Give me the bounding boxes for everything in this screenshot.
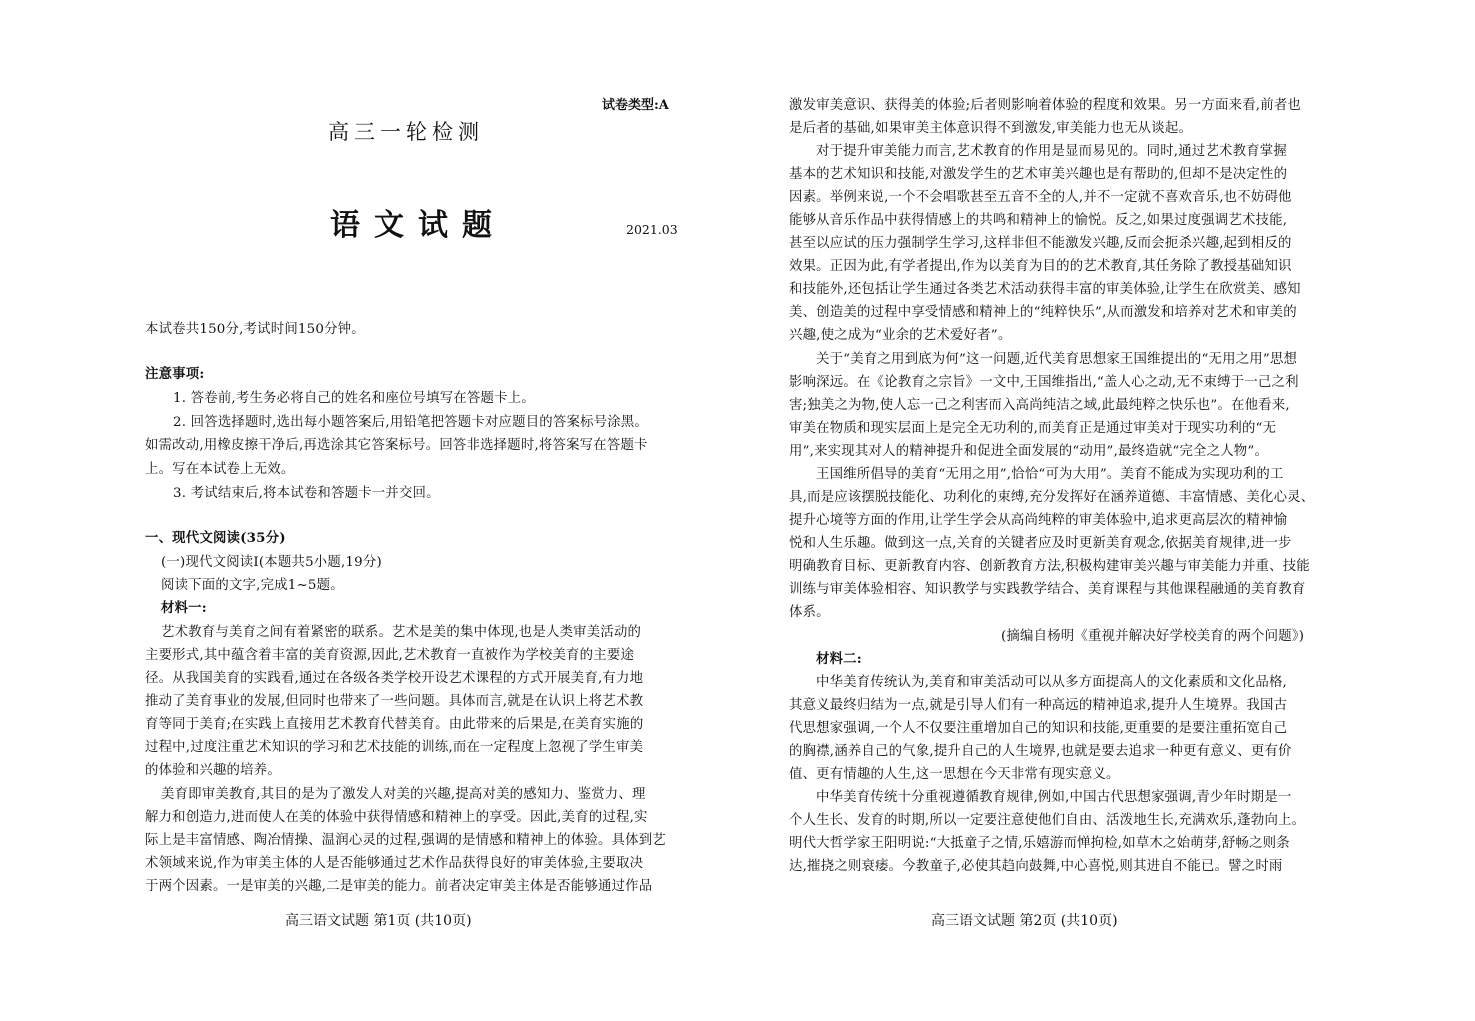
exam-date: 2021.03: [626, 222, 678, 237]
body-line: 提升心境等方面的作用,让学生学会从高尚纯粹的审美体验中,追求更高层次的精神愉: [789, 513, 1288, 528]
body-line: 和技能外,还包括让学生通过各类艺术活动获得丰富的审美体验,让学生在欣赏美、感知: [789, 282, 1301, 297]
body-line: 训练与审美体验相容、知识教学与实践教学结合、美育课程与其他课程融通的美育教育: [789, 582, 1306, 597]
citation: (摘编自杨明《重视并解决好学校美育的两个问题》): [1001, 629, 1305, 644]
body-line: 中华美育传统认为,美育和审美活动可以从多方面提高人的文化素质和文化品格,: [816, 675, 1287, 690]
body-line: 基本的艺术知识和技能,对激发学生的艺术审美兴趣也是有帮助的,但却不是决定性的: [789, 167, 1288, 182]
body-line: 值、更有情趣的人生,这一思想在今天非常有现实意义。: [789, 767, 1120, 782]
page-1: [0, 0, 737, 1021]
body-line: 推动了美育事业的发展,但同时也带来了一些问题。具体而言,就是在认识上将艺术教: [145, 694, 644, 709]
notice-line: 上。写在本试卷上无效。: [145, 462, 295, 477]
body-line: 美、创造美的过程中享受情感和精神上的“纯粹快乐”,从而激发和培养对艺术和审美的: [789, 305, 1297, 320]
body-line: 悦和人生乐趣。做到这一点,关育的关键者应及时更新美育观念,依据美育规律,进一步: [789, 536, 1292, 551]
body-line: 的体验和兴趣的培养。: [145, 763, 281, 778]
exam-title: 语文试题: [330, 208, 506, 243]
exam-subtitle: 高三一轮检测: [328, 120, 484, 144]
body-line: 激发审美意识、获得美的体验;后者则影响着体验的程度和效果。另一方面来看,前者也: [789, 98, 1302, 113]
body-line: 育等同于美育;在实践上直接用艺术教育代替美育。由此带来的后果是,在美育实施的: [145, 717, 644, 732]
material-label: 材料一:: [161, 600, 207, 616]
body-line: 美育即审美教育,其目的是为了激发人对美的兴趣,提高对美的感知力、鉴赏力、理: [161, 787, 646, 802]
body-line: 影响深远。在《论教育之宗旨》一文中,王国维指出,“盖人心之动,无不束缚于一己之利: [789, 375, 1299, 390]
page-2: [737, 0, 1475, 1021]
body-line: 王国维所倡导的美育“无用之用”,恰恰“可为大用”。美育不能成为实现功利的工: [816, 467, 1284, 482]
body-line: 明代大哲学家王阳明说:“大抵童子之情,乐嬉游而惮拘检,如草木之始萌芽,舒畅之则条: [789, 836, 1290, 851]
body-line: 于两个因素。一是审美的兴趣,二是审美的能力。前者决定审美主体是否能够通过作品: [145, 879, 653, 894]
body-line: 用”,来实现其对人的精神提升和促进全面发展的“动用”,最终造就“完全之人物”。: [789, 444, 1269, 459]
body-line: 明确教育目标、更新教育内容、创新教育方法,积极构建审美兴趣与审美能力并重、技能: [789, 559, 1310, 574]
body-line: 个人生长、发育的时期,所以一定要注意使他们自由、活泼地生长,充满欢乐,蓬勃向上。: [789, 813, 1306, 828]
notice-line: 如需改动,用橡皮擦干净后,再选涂其它答案标号。回答非选择题时,将答案写在答题卡: [145, 438, 648, 453]
body-line: 具,而是应该摆脱技能化、功利化的束缚,充分发挥好在涵养道德、丰富情感、美化心灵、: [789, 490, 1315, 505]
body-line: 达,摧挠之则衰痿。今教童子,必使其趋向鼓舞,中心喜悦,则其进自不能已。譬之时雨: [789, 859, 1283, 874]
body-line: 解力和创造力,进而使人在美的体验中获得情感和精神上的享受。因此,美育的过程,实: [145, 810, 648, 825]
body-line: 中华美育传统十分重视遵循教育规律,例如,中国古代思想家强调,青少年时期是一: [816, 790, 1292, 805]
body-line: 兴趣,使之成为“业余的艺术爱好者”。: [789, 328, 1012, 343]
body-line: 对于提升审美能力而言,艺术教育的作用是显而易见的。同时,通过艺术教育掌握: [816, 144, 1287, 159]
reading-instruction: 阅读下面的文字,完成1~5题。: [161, 578, 344, 593]
page-footer: 高三语文试题 第2页 (共10页): [931, 913, 1118, 929]
paper-type-label: 试卷类型:A: [602, 98, 669, 113]
subsection-heading: (一)现代文阅读Ⅰ(本题共5小题,19分): [161, 555, 382, 570]
material-label: 材料二:: [816, 651, 862, 667]
body-line: 甚至以应试的压力强制学生学习,这样非但不能激发兴趣,反而会扼杀兴趣,起到相反的: [789, 236, 1292, 251]
body-line: 因素。举例来说,一个不会唱歌甚至五音不全的人,并不一定就不喜欢音乐,也不妨碍他: [789, 190, 1292, 205]
body-line: 能够从音乐作品中获得情感上的共鸣和精神上的愉悦。反之,如果过度强调艺术技能,: [789, 213, 1288, 228]
body-line: 艺术教育与美育之间有着紧密的联系。艺术是美的集中体现,也是人类审美活动的: [161, 625, 642, 640]
body-line: 的胸襟,涵养自己的气象,提升自己的人生境界,也就是要去追求一种更有意义、更有价: [789, 744, 1292, 759]
exam-intro: 本试卷共150分,考试时间150分钟。: [145, 322, 365, 337]
body-line: 审美在物质和现实层面上是完全无功利的,而美育正是通过审美对于现实功利的“无: [789, 421, 1277, 436]
body-line: 术领域来说,作为审美主体的人是否能够通过艺术作品获得良好的审美体验,主要取决: [145, 856, 644, 871]
body-line: 害;独美之为物,使人忘一己之利害而入高尚纯洁之域,此最纯粹之快乐也”。在他看来,: [789, 398, 1290, 413]
body-line: 效果。正因为此,有学者提出,作为以美育为目的的艺术教育,其任务除了教授基础知识: [789, 259, 1292, 274]
body-line: 是后者的基础,如果审美主体意识得不到激发,审美能力也无从谈起。: [789, 121, 1193, 136]
body-line: 其意义最终归结为一点,就是引导人们有一种高远的精神追求,提升人生境界。我国古: [789, 698, 1288, 713]
body-line: 关于“美育之用到底为何”这一问题,近代美育思想家王国维提出的“无用之用”思想: [816, 352, 1298, 367]
section-heading: 一、现代文阅读(35分): [145, 530, 286, 546]
notice-heading: 注意事项:: [145, 366, 205, 382]
body-line: 体系。: [789, 605, 830, 620]
notice-line: 1. 答卷前,考生务必将自己的姓名和座位号填写在答题卡上。: [173, 391, 535, 406]
body-line: 径。从我国美育的实践看,通过在各级各类学校开设艺术课程的方式开展美育,有力地: [145, 671, 644, 686]
body-line: 主要形式,其中蕴含着丰富的美育资源,因此,艺术教育一直被作为学校美育的主要途: [145, 648, 635, 663]
body-line: 代思想家强调,一个人不仅要注重增加自己的知识和技能,更重要的是要注重拓宽自己: [789, 721, 1288, 736]
notice-line: 3. 考试结束后,将本试卷和答题卡一并交回。: [173, 486, 440, 501]
page-footer: 高三语文试题 第1页 (共10页): [285, 913, 472, 929]
notice-line: 2. 回答选择题时,选出每小题答案后,用铅笔把答题卡对应题目的答案标号涂黑。: [173, 415, 649, 430]
body-line: 际上是丰富情感、陶冶情操、温润心灵的过程,强调的是情感和精神上的体验。具体到艺: [145, 833, 666, 848]
body-line: 过程中,过度注重艺术知识的学习和艺术技能的训练,而在一定程度上忽视了学生审美: [145, 740, 644, 755]
